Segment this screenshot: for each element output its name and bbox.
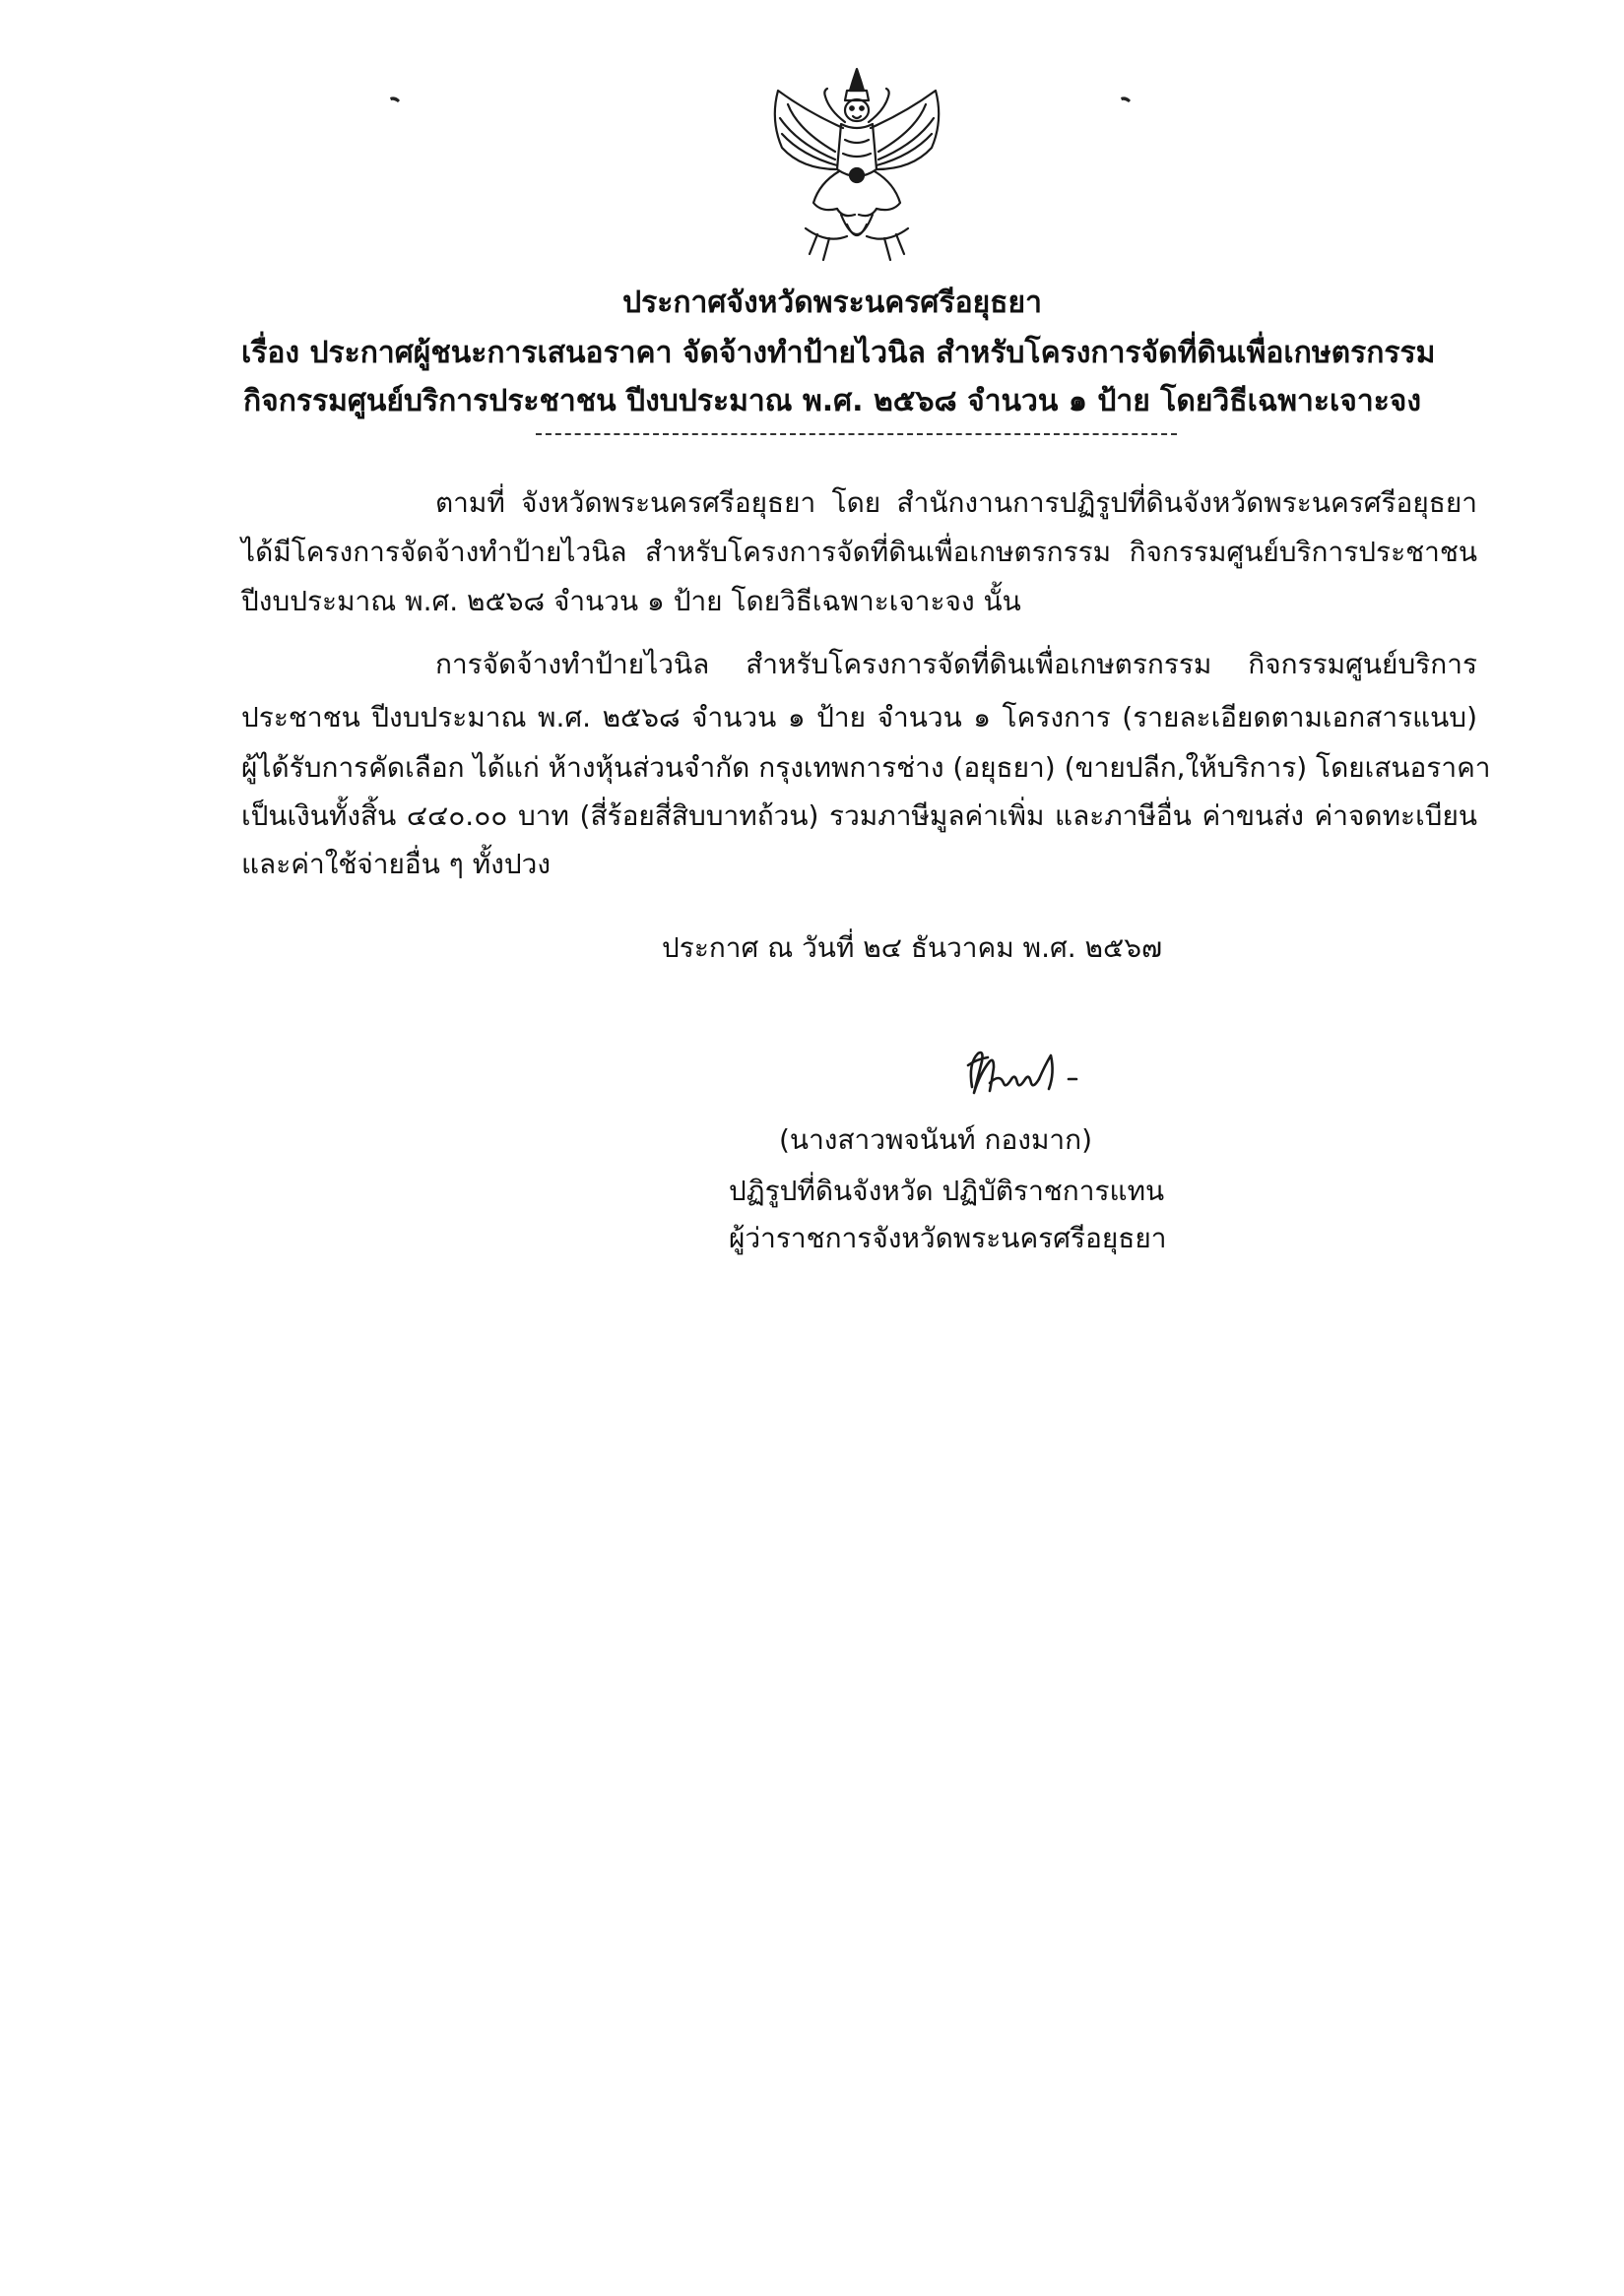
paragraph-1-line-1: ตามที่ จังหวัดพระนครศรีอยุธยา โดย สำนักงานการปฏิรูปที่ดินจังหวัดพระนครศรีอยุธยา xyxy=(435,486,1477,519)
paragraph-2-line-3: ผู้ได้รับการคัดเลือก ได้แก่ ห้างหุ้นส่วนจำกัด กรุงเทพการช่าง (อยุธยา) (ขายปลีก,ให้บริการ) โดยเสนอราคา xyxy=(241,751,1491,784)
header-divider xyxy=(536,433,1177,435)
paragraph-1-line-2: ได้มีโครงการจัดจ้างทำป้ายไวนิล สำหรับโครงการจัดที่ดินเพื่อเกษตรกรรม กิจกรรมศูนย์บริการประชาชน xyxy=(241,536,1477,568)
paragraph-2-line-1: การจัดจ้างทำป้ายไวนิล สำหรับโครงการจัดที่ดินเพื่อเกษตรกรรม กิจกรรมศูนย์บริการ xyxy=(435,648,1477,680)
paragraph-1-line-3: ปีงบประมาณ พ.ศ. ๒๕๖๘ จำนวน ๑ ป้าย โดยวิธีเฉพาะเจาะจง นั้น xyxy=(241,585,1021,617)
garuda-emblem-icon xyxy=(758,61,955,268)
signatory-name: (นางสาวพจนันท์ กองมาก) xyxy=(779,1123,1092,1156)
scan-speck xyxy=(1119,95,1135,104)
document-subject-line-2: กิจกรรมศูนย์บริการประชาชน ปีงบประมาณ พ.ศ. ๒๕๖๘ จำนวน ๑ ป้าย โดยวิธีเฉพาะเจาะจง xyxy=(242,384,1422,418)
paragraph-2-line-4: เป็นเงินทั้งสิ้น ๔๔๐.๐๐ บาท (สี่ร้อยสี่สิบบาทถ้วน) รวมภาษีมูลค่าเพิ่ม และภาษีอื่น ค่าขนส่ง ค่าจดทะเบียน xyxy=(241,799,1477,832)
signatory-position-1: ปฏิรูปที่ดินจังหวัด ปฏิบัติราชการแทน xyxy=(729,1175,1165,1207)
paragraph-2-line-2: ประชาชน ปีงบประมาณ พ.ศ. ๒๕๖๘ จำนวน ๑ ป้าย จำนวน ๑ โครงการ (รายละเอียดตามเอกสารแนบ) xyxy=(241,701,1477,733)
document-subject-line-1: เรื่อง ประกาศผู้ชนะการเสนอราคา จัดจ้างทำป้ายไวนิล สำหรับโครงการจัดที่ดินเพื่อเกษตรกรรม xyxy=(241,336,1436,370)
scan-speck xyxy=(388,95,404,104)
announcement-date: ประกาศ ณ วันที่ ๒๔ ธันวาคม พ.ศ. ๒๕๖๗ xyxy=(662,931,1163,964)
handwritten-signature-icon xyxy=(960,1044,1098,1113)
signatory-position-2: ผู้ว่าราชการจังหวัดพระนครศรีอยุธยา xyxy=(729,1222,1167,1254)
paragraph-2-line-5: และค่าใช้จ่ายอื่น ๆ ทั้งปวง xyxy=(241,848,552,880)
document-title: ประกาศจังหวัดพระนครศรีอยุธยา xyxy=(622,286,1042,320)
